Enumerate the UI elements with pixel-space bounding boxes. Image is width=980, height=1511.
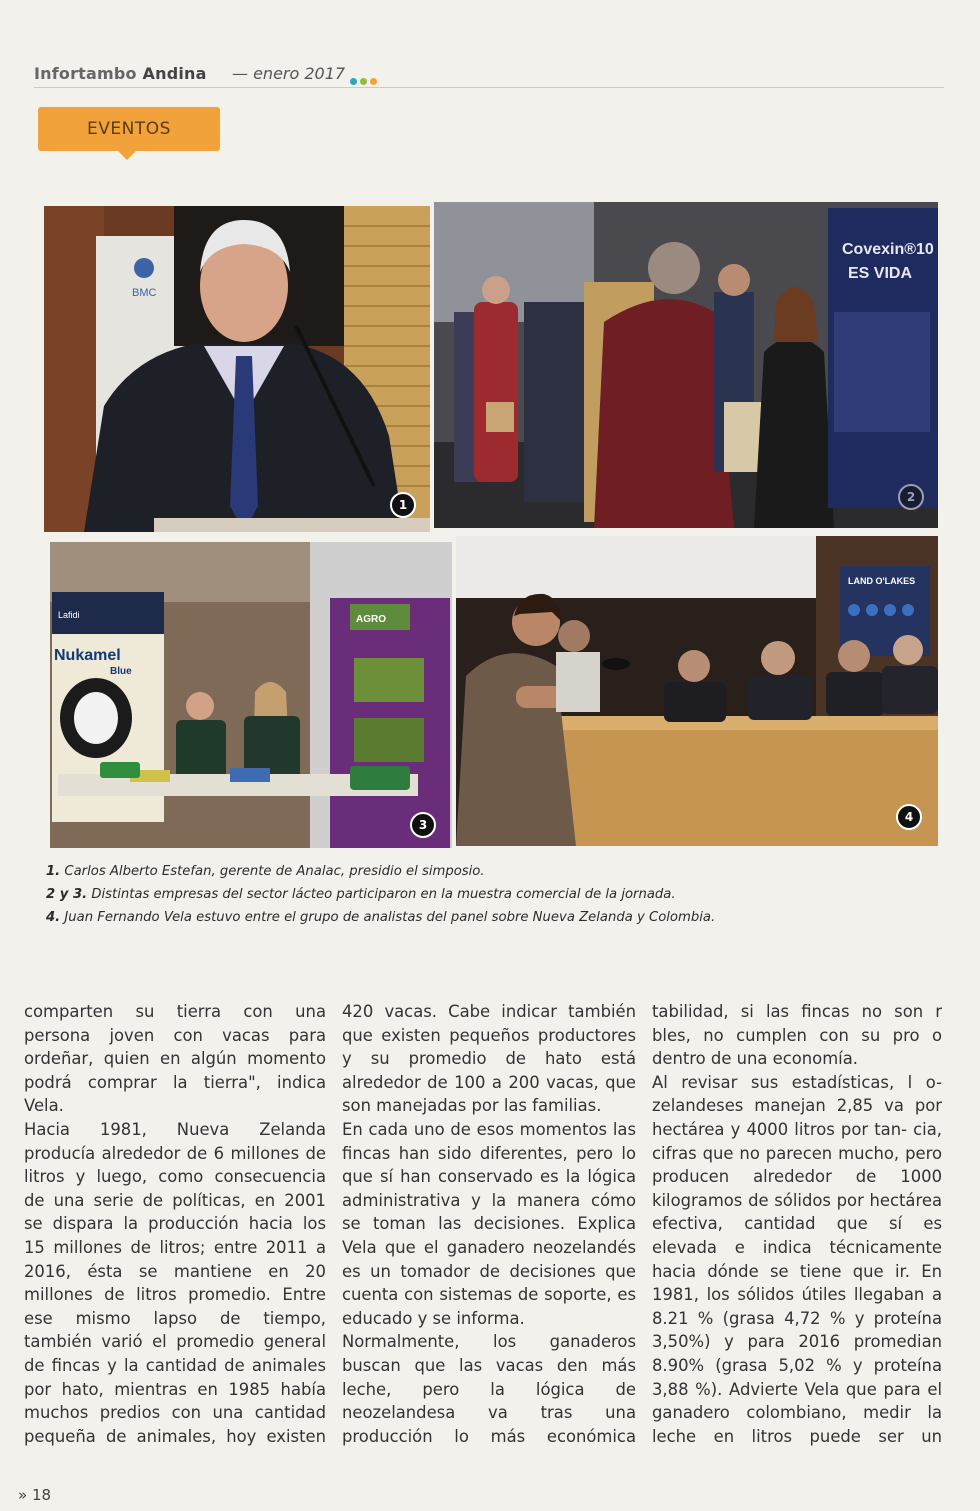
photo-1-banner: BMC [132, 287, 157, 299]
tag-notch [118, 151, 136, 160]
caption-3-text: Juan Fernando Vela estuvo entre el grupo de analistas del panel sobre Nueva Zelanda y Colombia. [64, 910, 716, 925]
dot-icon [370, 78, 377, 85]
section-label: EVENTOS [87, 119, 171, 139]
caption-2 [46, 883, 926, 906]
brand-prefix: Infortambo [34, 64, 137, 83]
brand-suffix: Andina [142, 64, 207, 83]
column-2-paragraph: En cada uno de esos momentos las fincas han sido diferentes, pero lo que sí han conservado es la lógica administrativa y la manera cómo se toman las decisiones. Explica Vela que el ganadero neozelandés es un tomador de decisiones que cuenta con sistemas de soporte, es educado y se informa. [342, 1119, 636, 1328]
photo-3-banner-right: AGRO [356, 614, 386, 625]
photo-3 [50, 542, 452, 848]
column-1-paragraph: comparten su tierra con una persona joven con vacas para ordeñar, quien en algún momento podrá comprar la tierra", indica Vela. [24, 1002, 326, 1116]
article-column-3 [652, 1000, 942, 1452]
caption-1-text: Carlos Alberto Estefan, gerente de Analac, presidio el simposio. [64, 864, 485, 879]
photo-captions [46, 860, 926, 929]
caption-1-number: 1. [46, 864, 61, 879]
photo-3-banner-sub: Blue [110, 666, 132, 677]
article-column-1 [24, 1000, 326, 1452]
photo-2-number: 2 [898, 484, 924, 510]
photo-4-banner: LAND O'LAKES [848, 576, 916, 586]
photo-2 [434, 202, 938, 528]
column-3-paragraph: tabilidad, si las fincas no son r bles, no cumplen con su pro o dentro de una economía. [652, 1002, 942, 1069]
dot-icon [360, 78, 367, 85]
photo-3-banner-brand: Nukamel [54, 647, 121, 664]
caption-2-number: 2 y 3. [46, 887, 88, 902]
column-2-paragraph: 420 vacas. Cabe indicar también que existen pequeños productores y su promedio de hato está alrededor de 100 a 200 vacas, que son manejadas por las familias. [342, 1002, 636, 1116]
dot-icon [350, 78, 357, 85]
caption-3 [46, 906, 926, 929]
page-number: » 18 [18, 1486, 52, 1504]
photo-3-number: 3 [410, 812, 436, 838]
page-header [34, 60, 944, 88]
photo-2-banner-line1: Covexin®10 [842, 241, 934, 258]
caption-2-text: Distintas empresas del sector lácteo participaron en la muestra comercial de la jornada. [91, 887, 676, 902]
column-3-paragraph: Al revisar sus estadísticas, l o- zelandeses manejan 2,85 va por hectárea y 4000 litros por tan- cia, cifras que no parecen mucho, pero producen alrededor de 1000 kilogramos de sólidos por hectárea efectiva, cantidad que sí es elevada e indica técnicamente hacia dónde se tiene que ir. En 1981, los sólidos útiles llegaban a 8.21 % (grasa 4,72 % y proteína 3,50%) y para 2016 promedian 8.90% (grasa 5,02 % y proteína 3,88 %). Advierte Vela que para el ganadero colombiano, medir la leche en litros puede ser un [652, 1072, 942, 1446]
photo-2-banner-line2: ES VIDA [848, 265, 913, 282]
photo-3-banner-left-top: Lafidi [58, 610, 80, 620]
photo-1 [44, 206, 430, 532]
issue-date: — enero 2017 [232, 64, 346, 83]
photo-1-number: 1 [390, 492, 416, 518]
photo-4 [456, 536, 938, 846]
header-divider [34, 87, 944, 88]
photo-4-number: 4 [896, 804, 922, 830]
section-tag [38, 107, 220, 151]
column-2-paragraph: Normalmente, los ganaderos buscan que las vacas den más leche, pero la lógica de neozelandesa va tras una producción lo más económica [342, 1332, 636, 1446]
caption-3-number: 4. [46, 910, 61, 925]
caption-1 [46, 860, 926, 883]
column-1-paragraph: Hacia 1981, Nueva Zelanda producía alrededor de 6 millones de litros y luego, como consecuencia de una serie de políticas, en 2001 se dispara la producción hacia los 15 millones de litros; entre 2011 a 2016, ésta se mantiene en 20 millones de litros promedio. Entre ese mismo lapso de tiempo, también varió el promedio general de fincas y la cantidad de animales por hato, mientras en 1985 había muchos predios con una cantidad pequeña de animales, hoy existen [24, 1119, 326, 1446]
magazine-brand [34, 64, 207, 83]
article-column-2 [342, 1000, 636, 1452]
